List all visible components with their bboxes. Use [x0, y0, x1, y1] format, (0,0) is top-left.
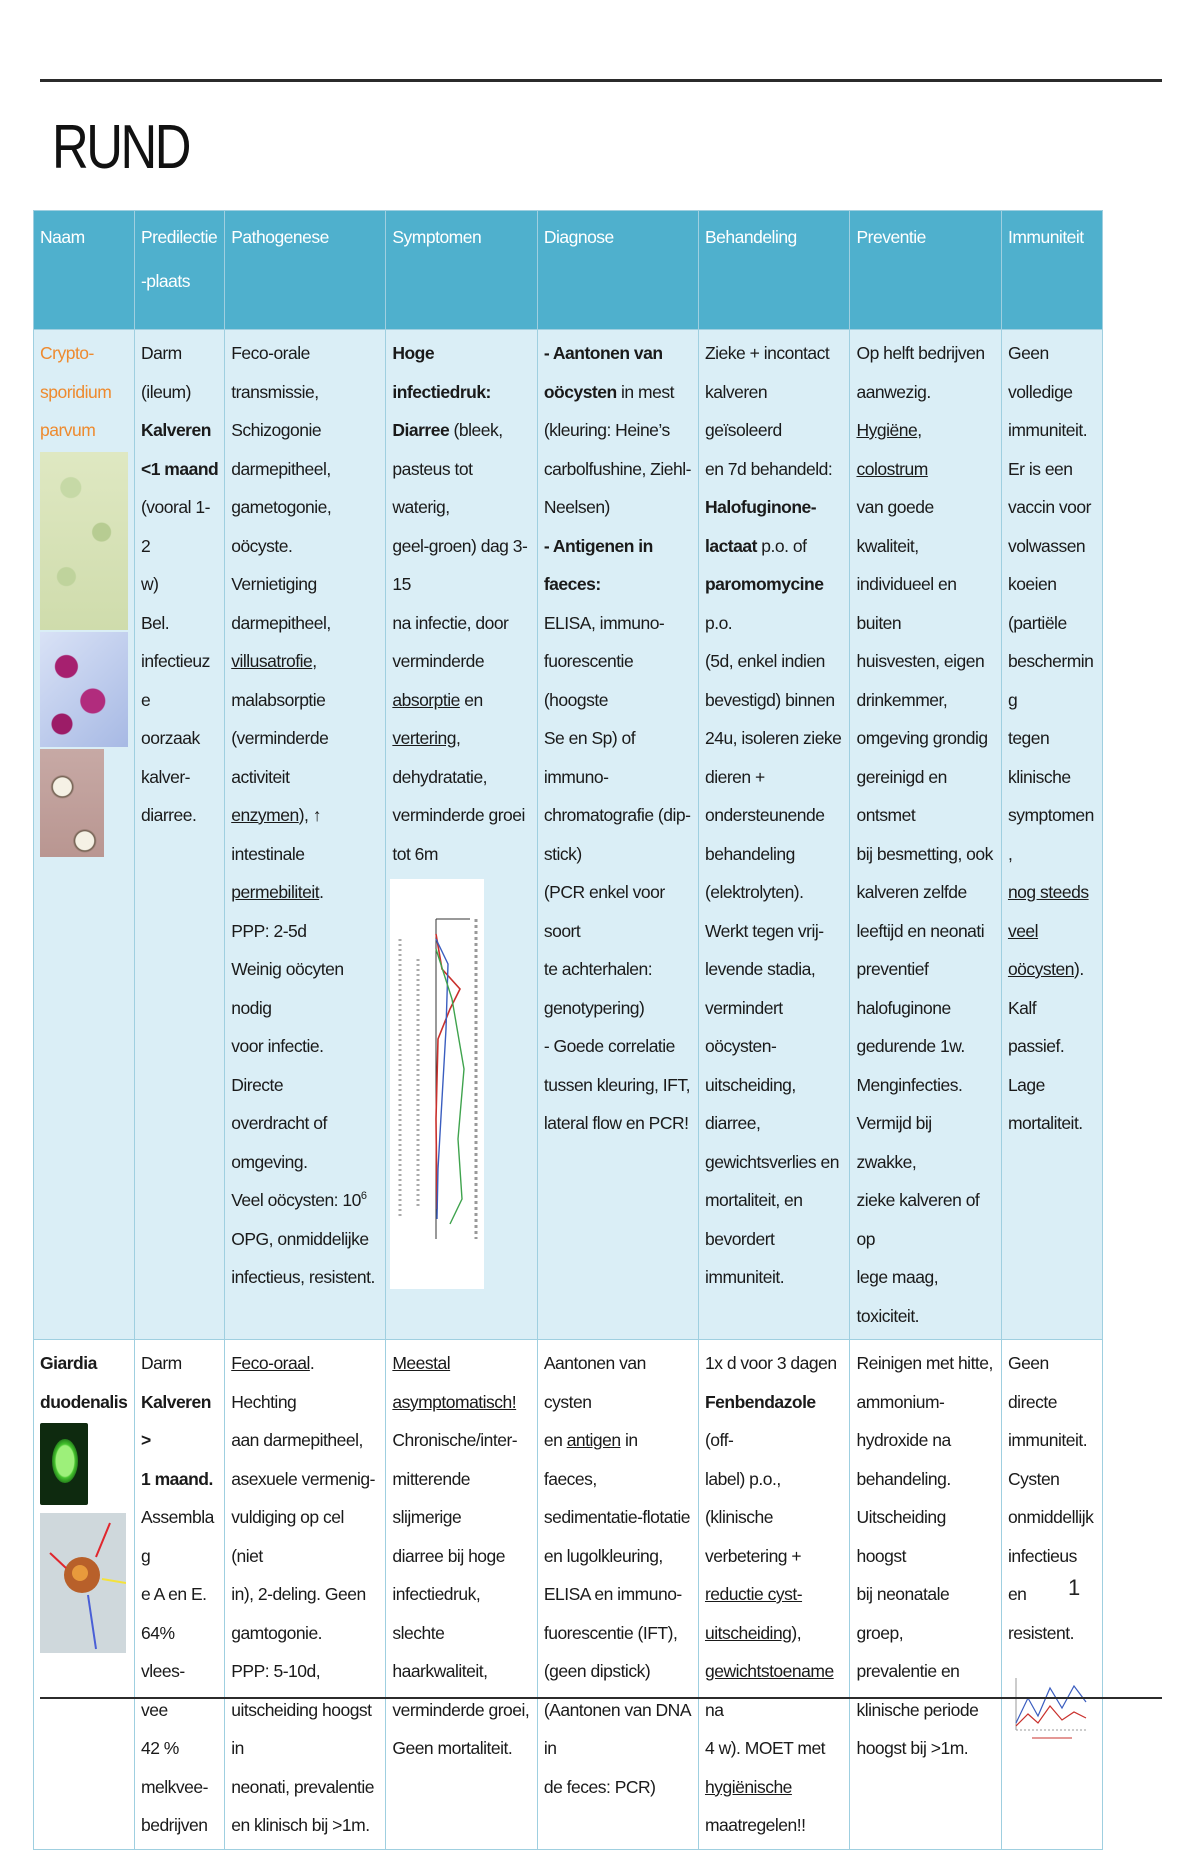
text-line: volwassen — [1007, 535, 1086, 556]
text-line: Feco-orale transmissie, — [231, 343, 319, 402]
text-line: infectieus en — [1007, 1545, 1077, 1604]
text-line: bedrijven — [140, 1815, 208, 1835]
giardia-prevalence-chart-image — [1008, 1668, 1094, 1748]
text-fragment: en — [543, 1430, 563, 1450]
header-behandeling: Behandeling — [698, 211, 849, 330]
underlined-term: oöcysten — [1007, 959, 1074, 979]
text-line: na infectie, door — [392, 612, 509, 633]
text-line: leeftijd en neonati — [856, 920, 985, 941]
crypto-immuniteit-cell — [1001, 330, 1102, 1340]
text-line: Uitscheiding hoogst — [856, 1507, 946, 1566]
text-line: aanwezig. — [856, 381, 931, 402]
text-fragment: Veel oöcysten: 10 — [231, 1190, 361, 1210]
header-immuniteit: Immuniteit — [1001, 211, 1102, 330]
text-line — [856, 411, 994, 488]
text-line: intestinale — [231, 843, 305, 864]
giardia-pathogenese-cell — [225, 1340, 386, 1850]
underlined-term: antigen — [566, 1430, 621, 1450]
text-line: gametogonie, oöcyste. — [231, 497, 332, 556]
text-line: asymptomatisch! — [392, 1391, 517, 1412]
text-line: (kleuring: Heine’s — [543, 420, 670, 440]
crypto-predilectie-cell — [134, 330, 224, 1340]
text-line: drinkemmer, — [856, 689, 948, 710]
giardia-behandeling-cell — [698, 1340, 849, 1850]
text-line — [1008, 950, 1096, 989]
text-line: PPP: 5-10d, — [231, 1661, 321, 1681]
text-line: prevalentie en — [856, 1661, 960, 1681]
text-fragment: ), — [791, 1622, 802, 1643]
underlined-term: Feco-oraal — [231, 1353, 310, 1373]
bold-term: lactaat — [704, 535, 757, 556]
giardia-name-line: Giardia — [40, 1353, 97, 1373]
text-line: fuorescentie (hoogste — [543, 651, 634, 710]
text-line: klinische periode — [856, 1699, 979, 1720]
text-fragment: . Hechting — [231, 1353, 315, 1412]
text-line: verminderde groei — [392, 805, 525, 825]
text-line: pasteus tot waterig, — [392, 458, 473, 517]
text-line: asexuele vermenig- — [231, 1468, 375, 1489]
text-line: kalveren geïsoleerd — [704, 381, 782, 440]
text-line: Reinigen met hitte, — [856, 1353, 993, 1373]
header-symptomen: Symptomen — [386, 211, 537, 330]
text-fragment: p.o. — [704, 612, 733, 633]
text-line: voor infectie. Directe — [231, 1036, 324, 1095]
text-line: ELISA, immuno- — [543, 612, 665, 633]
text-line: huisvesten, eigen — [856, 651, 985, 671]
text-line: overdracht of — [231, 1113, 327, 1133]
text-line: bevordert — [704, 1228, 775, 1249]
text-line: (elektrolyten). — [704, 882, 804, 902]
page-title: RUND — [52, 113, 190, 182]
text-line: Menginfecties. — [856, 1074, 963, 1095]
text-line: Geen — [1007, 343, 1049, 363]
text-line: (partiële — [1007, 612, 1067, 633]
text-line: onmiddellijk — [1007, 1507, 1094, 1527]
text-line: resistent. — [1007, 1622, 1074, 1643]
underlined-term: enzymen — [231, 805, 299, 825]
text-line — [231, 873, 379, 912]
text-line: tussen kleuring, IFT, — [543, 1074, 690, 1095]
text-line: malabsorptie — [231, 689, 326, 710]
text-fragment: in mest — [616, 381, 674, 402]
text-line: halofuginone — [856, 997, 951, 1018]
text-line: (verminderde activiteit — [231, 728, 329, 787]
text-line: bij neonatale groep, — [856, 1584, 950, 1643]
underlined-term: permebiliteit — [231, 882, 320, 902]
cryptosporidium-micrograph-green — [40, 452, 128, 630]
text-fragment: ), ↑ — [298, 805, 322, 825]
crypto-name-line: sporidium — [40, 381, 112, 402]
text-line: levende stadia, — [704, 959, 816, 979]
text-line: preventief — [856, 959, 929, 979]
text-line: OPG, onmiddelijke — [231, 1228, 369, 1249]
text-line: (geen dipstick) — [543, 1661, 651, 1681]
text-fragment: ). — [1074, 959, 1084, 979]
cryptosporidium-micrograph-stained — [40, 632, 128, 747]
text-line: oorzaak — [140, 728, 200, 748]
row-giardia — [34, 1340, 1103, 1850]
text-line: van goede kwaliteit, — [856, 497, 934, 556]
text-line: maatregelen!! — [704, 1815, 806, 1835]
text-line: Geen directe — [1007, 1353, 1057, 1412]
top-rule — [40, 79, 1162, 82]
text-fragment: (bleek, — [449, 420, 503, 440]
header-preventie: Preventie — [850, 211, 1001, 330]
text-line: Kalf passief. — [1007, 997, 1065, 1056]
text-line: 42 % — [140, 1738, 179, 1758]
header-row — [34, 211, 1103, 330]
text-line: Vermijd bij zwakke, — [856, 1113, 932, 1172]
text-fragment: (off- — [704, 1430, 734, 1450]
text-line: gereinigd en ontsmet — [856, 766, 947, 825]
text-fragment: . — [319, 882, 324, 902]
text-line: verbetering + — [704, 1545, 802, 1566]
text-line: ondersteunende — [704, 805, 825, 825]
text-line: uitscheiding, diarree, — [704, 1074, 796, 1133]
text-line: haarkwaliteit, — [392, 1661, 488, 1681]
text-line — [544, 373, 692, 412]
text-line: melkvee- — [140, 1776, 208, 1797]
text-fragment: , — [455, 728, 461, 748]
text-line: behandeling — [704, 843, 795, 864]
text-line: Chronische/inter- — [392, 1430, 518, 1450]
giardia-name-line: duodenalis — [40, 1391, 128, 1412]
text-line: symptomen, — [1007, 805, 1094, 864]
giardia-cyst-image — [40, 1513, 126, 1653]
text-line: kalver- — [140, 766, 190, 787]
text-line: ammonium- — [856, 1391, 945, 1412]
giardia-fluorescence-image — [40, 1423, 88, 1505]
text-fragment: , — [917, 420, 922, 440]
text-line: volledige — [1007, 381, 1073, 402]
text-line: nog steeds — [1007, 882, 1089, 902]
text-line: PPP: 2-5d — [231, 920, 307, 941]
text-fragment: p.o. of — [756, 535, 807, 556]
giardia-predilectie-cell — [134, 1340, 224, 1850]
text-line: omgeving grondig — [856, 728, 988, 748]
text-line: Darm — [140, 343, 182, 363]
text-line: Vernietiging — [231, 574, 317, 594]
text-line: 4 w). MOET met — [704, 1738, 826, 1758]
text-line: (ileum) — [140, 381, 191, 402]
page-number: 1 — [1068, 1575, 1081, 1600]
text-line: Lage — [1007, 1074, 1045, 1095]
text-fragment: , — [312, 651, 317, 671]
text-line: Kalveren > — [140, 1391, 211, 1450]
text-line: bij besmetting, ook — [856, 843, 993, 864]
row-cryptosporidium — [34, 330, 1103, 1340]
bottom-rule — [40, 1697, 1162, 1699]
text-line: 1 maand. — [140, 1468, 213, 1489]
text-line: mitterende slijmerige — [392, 1468, 471, 1527]
header-predilectieplaats: Predilectie-plaats — [134, 211, 224, 330]
oocyst-excretion-chart-image — [390, 879, 484, 1289]
text-line: label) p.o., (klinische — [704, 1468, 781, 1527]
text-line: w) — [140, 574, 159, 594]
text-line: en 7d behandeld: — [704, 458, 833, 479]
text-line: gewichtsverlies en — [704, 1151, 839, 1172]
crypto-preventie-cell — [850, 330, 1001, 1340]
text-line: infectieuze — [140, 651, 210, 710]
text-line: veel — [1007, 920, 1039, 941]
text-line: chromatografie (dip- — [543, 805, 691, 825]
text-line: Zieke + incontact — [704, 343, 830, 363]
text-line: uitscheiding hoogst in — [231, 1699, 372, 1758]
giardia-preventie-cell — [850, 1340, 1001, 1850]
text-line: Cysten — [1007, 1468, 1060, 1489]
text-line: 24u, isoleren zieke — [704, 728, 842, 748]
text-line — [231, 1344, 379, 1421]
underlined-term: Hygiëne — [856, 420, 918, 440]
text-line: vuldiging op cel (niet — [231, 1507, 344, 1566]
underlined-term: uitscheiding — [704, 1622, 792, 1643]
text-line: Weinig oöcyten nodig — [231, 959, 344, 1018]
text-line: hygiënische — [704, 1776, 792, 1797]
text-line: lateral flow en PCR! — [543, 1113, 689, 1133]
text-line: Op helft bedrijven — [856, 343, 985, 363]
text-line: (5d, enkel indien — [704, 651, 825, 671]
text-line: gedurende 1w. — [856, 1036, 965, 1056]
text-line: Assemblag — [140, 1507, 214, 1566]
text-line: lege maag, toxiciteit. — [856, 1267, 939, 1326]
text-line: vaccin voor — [1007, 497, 1091, 517]
text-line: mortaliteit. — [1007, 1113, 1083, 1133]
text-line: Meestal — [392, 1353, 451, 1373]
text-line — [544, 1421, 692, 1498]
text-line: tot 6m — [392, 843, 438, 864]
text-line: bevestigd) binnen — [704, 689, 835, 710]
text-line: (Aantonen van DNA in — [543, 1699, 691, 1758]
text-line: darmepitheel, — [231, 612, 331, 633]
text-line: carbolfushine, Ziehl- — [543, 458, 691, 479]
text-fragment: en — [459, 689, 483, 710]
header-diagnose: Diagnose — [537, 211, 698, 330]
underlined-term: absorptie — [392, 689, 460, 710]
text-line: <1 maand — [140, 458, 219, 479]
crypto-diagnose-cell — [537, 330, 698, 1340]
text-line: verminderde — [392, 651, 485, 671]
giardia-immuniteit-cell — [1001, 1340, 1102, 1850]
text-line: diarree bij hoge — [392, 1545, 505, 1566]
text-line: Se en Sp) of immuno- — [543, 728, 636, 787]
text-line: geel-groen) dag 3-15 — [392, 535, 528, 594]
text-line: gamtogonie. — [231, 1622, 323, 1643]
header-naam: Naam — [34, 211, 135, 330]
text-line: (vooral 1-2 — [140, 497, 210, 556]
text-line: oöcysten- — [704, 1036, 777, 1056]
bold-term: Diarree — [392, 420, 450, 440]
text-line: Halofuginone- — [704, 497, 817, 517]
text-line: 64% vlees- — [140, 1622, 185, 1681]
text-fragment: in faeces, — [543, 1430, 638, 1489]
bold-term: paromomycine — [704, 574, 824, 594]
crypto-name-line: parvum — [40, 420, 96, 440]
text-line: (PCR enkel voor soort — [543, 882, 665, 941]
text-line: omgeving. — [231, 1151, 308, 1172]
text-line: reductie cyst- — [704, 1584, 803, 1604]
text-line: koeien — [1007, 574, 1057, 594]
text-line — [705, 1614, 843, 1653]
text-line: tegen — [1007, 728, 1050, 748]
text-line: infectieus, resistent. — [231, 1267, 375, 1287]
text-line — [231, 796, 379, 835]
text-line: infectiedruk, slechte — [392, 1584, 481, 1643]
text-line: Aantonen van cysten — [543, 1353, 646, 1412]
text-line: verminderde groei, — [392, 1699, 530, 1720]
text-line: klinische — [1007, 766, 1071, 787]
text-line — [705, 527, 843, 566]
text-line — [705, 1652, 843, 1729]
text-line: stick) — [543, 843, 582, 864]
text-line: Neelsen) — [543, 497, 610, 517]
text-line: 1x d voor 3 dagen — [704, 1353, 837, 1373]
bold-term: oöcysten — [543, 381, 617, 402]
text-line — [392, 719, 530, 758]
text-line: e A en E. — [140, 1584, 207, 1604]
bold-term: Fenbendazole — [704, 1391, 816, 1412]
crypto-behandeling-cell — [698, 330, 849, 1340]
text-line: en klinisch bij >1m. — [231, 1815, 370, 1835]
text-fragment: na — [704, 1699, 724, 1720]
text-line: te achterhalen: — [543, 959, 653, 979]
text-line: ELISA en immuno- — [543, 1584, 682, 1604]
text-line — [231, 642, 379, 681]
text-line: Hoge infectiedruk: — [392, 343, 491, 402]
text-line: en lugolkleuring, — [543, 1545, 663, 1566]
text-line: zieke kalveren of op — [856, 1190, 980, 1249]
text-line: immuniteit. — [1007, 420, 1088, 440]
text-line: dieren + — [704, 766, 765, 787]
parasite-table — [33, 210, 1103, 1850]
text-line: - Antigenen in faeces: — [543, 535, 653, 594]
text-line: in), 2-deling. Geen — [231, 1584, 366, 1604]
text-line — [392, 411, 530, 450]
text-line: vee — [140, 1699, 168, 1720]
text-line: kalveren zelfde — [856, 882, 967, 902]
text-line: darmepitheel, — [231, 458, 331, 479]
text-line: vermindert — [704, 997, 783, 1018]
underlined-term: colostrum — [856, 458, 928, 479]
crypto-symptomen-cell — [386, 330, 537, 1340]
text-line: Bel. — [140, 612, 170, 633]
text-line: hydroxide na — [856, 1430, 951, 1450]
crypto-name-line: Crypto- — [40, 343, 94, 363]
giardia-diagnose-cell — [537, 1340, 698, 1850]
text-line: fuorescentie (IFT), — [543, 1622, 678, 1643]
text-line: immuniteit. — [704, 1267, 785, 1287]
text-line — [231, 1181, 379, 1220]
underlined-term: gewichtstoename — [704, 1661, 834, 1681]
text-line: Schizogonie — [231, 420, 322, 440]
crypto-pathogenese-cell — [225, 330, 386, 1340]
superscript: 6 — [360, 1190, 367, 1203]
text-line: neonati, prevalentie — [231, 1776, 374, 1797]
text-line: Kalveren — [140, 420, 211, 440]
underlined-term: vertering — [392, 728, 456, 748]
text-line — [705, 1383, 843, 1460]
crypto-name-cell — [34, 330, 135, 1340]
giardia-name-cell — [34, 1340, 135, 1850]
text-line: sedimentatie-flotatie — [543, 1507, 690, 1527]
text-line: - Goede correlatie — [543, 1036, 675, 1056]
text-line: Werkt tegen vrij- — [704, 920, 824, 941]
giardia-symptomen-cell — [386, 1340, 537, 1850]
text-line — [392, 681, 530, 720]
text-line: aan darmepitheel, — [231, 1430, 363, 1450]
text-line: - Aantonen van — [543, 343, 663, 363]
cryptosporidium-micrograph-oocysts — [40, 749, 104, 857]
text-line: Er is een — [1007, 458, 1073, 479]
header-pathogenese: Pathogenese — [225, 211, 386, 330]
text-line: mortaliteit, en — [704, 1190, 803, 1210]
underlined-term: villusatrofie — [231, 651, 313, 671]
text-line: Geen mortaliteit. — [392, 1738, 513, 1758]
text-line: individueel en buiten — [856, 574, 957, 633]
text-line: behandeling. — [856, 1468, 951, 1489]
text-line: immuniteit. — [1007, 1430, 1088, 1450]
text-line — [705, 565, 843, 642]
text-line: de feces: PCR) — [543, 1776, 656, 1797]
text-line: Darm — [140, 1353, 182, 1373]
text-line: genotypering) — [543, 997, 645, 1018]
text-line: dehydratatie, — [392, 766, 488, 787]
text-line: hoogst bij >1m. — [856, 1738, 969, 1758]
text-line: bescherming — [1007, 651, 1094, 710]
text-line: diarree. — [140, 805, 197, 825]
